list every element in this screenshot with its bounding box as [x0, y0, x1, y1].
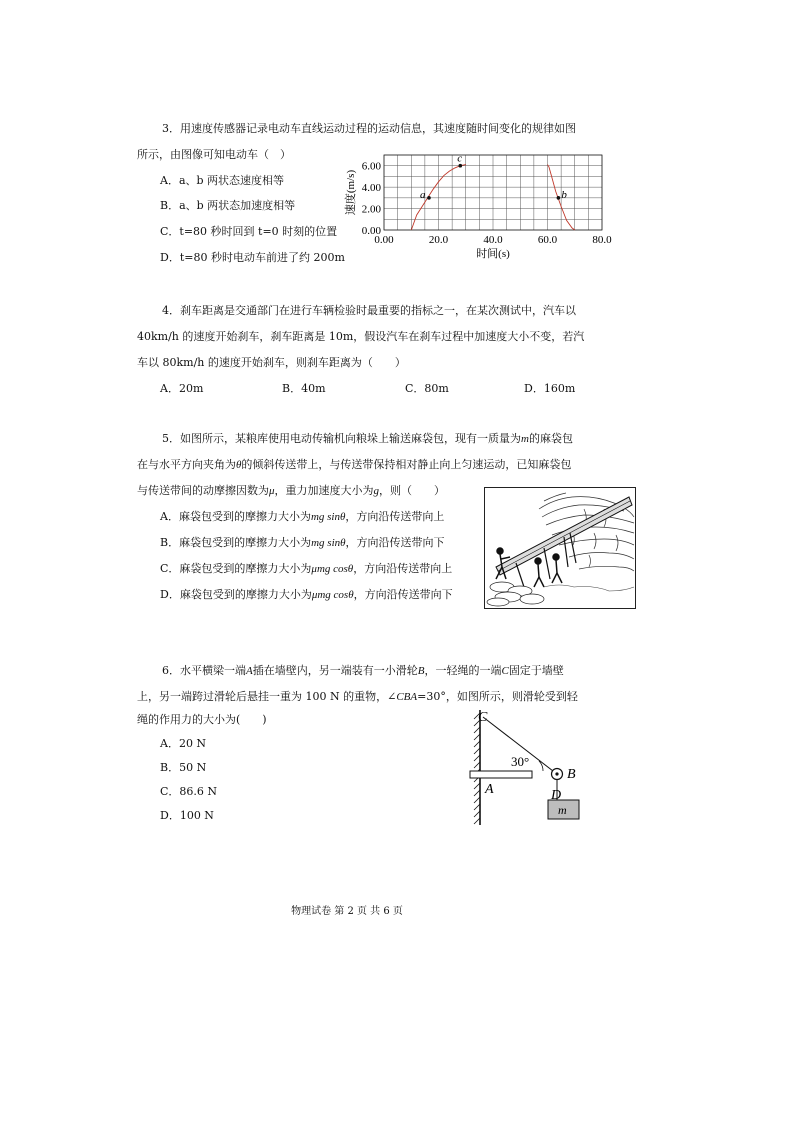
q6-option-b: B．50 N [160, 761, 207, 774]
label-d: D [551, 788, 562, 803]
q3-option-d: D．t=80 秒时电动车前进了约 200m [160, 251, 345, 264]
pulley-beam-diagram [465, 705, 590, 827]
q6-option-c: C．86.6 N [160, 785, 218, 798]
point-label-a: a [419, 188, 426, 201]
page-footer: 物理试卷 第 2 页 共 6 页 [291, 906, 403, 917]
q3-option-b: B．a、b 两状态加速度相等 [160, 199, 296, 212]
label-m: m [558, 803, 567, 817]
q4-line-2: 40km/h 的速度开始刹车，刹车距离是 10m，假设汽车在刹车过程中加速度大小不变，若汽 [137, 330, 585, 343]
y-tick-label: 0.00 [361, 225, 381, 237]
x-tick-label: 40.0 [483, 234, 503, 246]
label-c: C [478, 710, 488, 725]
q3-option-c: C．t=80 秒时回到 t=0 时刻的位置 [160, 225, 338, 238]
q5-line-2: 在与水平方向夹角为θ的倾斜传送带上，与传送带保持相对静止向上匀速运动，已知麻袋包 [137, 458, 572, 471]
point-label-c: c [457, 152, 463, 165]
q5-option-c: C．麻袋包受到的摩擦力大小为μmg cosθ，方向沿传送带向上 [160, 562, 453, 575]
y-tick-label: 2.00 [361, 203, 381, 216]
label-a: A [485, 782, 494, 797]
q5-option-a: A．麻袋包受到的摩擦力大小为mg sinθ，方向沿传送带向上 [160, 510, 445, 523]
q4-option-b: B．40m [282, 382, 326, 395]
velocity-time-chart [340, 148, 630, 270]
y-tick-label: 4.00 [361, 182, 381, 195]
x-tick-label: 20.0 [428, 234, 449, 246]
q3-line-2: 所示，由图像可知电动车（ ） [137, 148, 291, 161]
q4-line-3: 车以 80km/h 的速度开始刹车，则刹车距离为（ ） [137, 356, 406, 369]
angle-label: 30° [511, 754, 530, 769]
conveyor-illustration [484, 487, 636, 609]
x-axis-label: 时间(s) [476, 248, 510, 260]
x-tick-label: 60.0 [537, 234, 558, 246]
x-tick-label: 0.00 [374, 234, 394, 246]
q4-option-c: C．80m [405, 382, 449, 395]
q6-option-d: D．100 N [160, 809, 214, 822]
label-b: B [567, 767, 576, 782]
q3-line-1: 3．用速度传感器记录电动车直线运动过程的运动信息，其速度随时间变化的规律如图 [162, 122, 576, 135]
y-axis-label: 速度(m/s) [345, 169, 357, 216]
q6-option-a: A．20 N [160, 737, 207, 750]
point-b [557, 196, 561, 200]
y-tick-label: 6.00 [361, 160, 381, 173]
q5-option-d: D．麻袋包受到的摩擦力大小为μmg cosθ，方向沿传送带向下 [160, 588, 453, 601]
q5-option-b: B．麻袋包受到的摩擦力大小为mg sinθ，方向沿传送带向下 [160, 536, 445, 549]
q6-line-2: 上，另一端跨过滑轮后悬挂一重为 100 N 的重物，∠CBA=30°，如图所示，则滑轮受到轻 [137, 690, 578, 703]
q4-option-d: D．160m [524, 382, 576, 395]
q4-option-a: A．20m [160, 382, 204, 395]
q5-line-1: 5．如图所示，某粮库使用电动传输机向粮垛上输送麻袋包，现有一质量为m的麻袋包 [162, 432, 573, 445]
q4-line-1: 4．刹车距离是交通部门在进行车辆检验时最重要的指标之一，在某次测试中，汽车以 [162, 304, 576, 317]
x-tick-label: 80.0 [592, 234, 612, 246]
point-label-b: b [561, 188, 567, 201]
q6-line-1: 6．水平横梁一端A插在墙壁内，另一端装有一小滑轮B，一轻绳的一端C固定于墙壁 [162, 664, 564, 677]
q6-line-3: 绳的作用力的大小为( ) [137, 713, 267, 726]
q3-option-a: A．a、b 两状态速度相等 [160, 174, 285, 187]
point-a [427, 196, 431, 200]
q5-line-3: 与传送带间的动摩擦因数为μ，重力加速度大小为g，则（ ） [137, 484, 446, 497]
